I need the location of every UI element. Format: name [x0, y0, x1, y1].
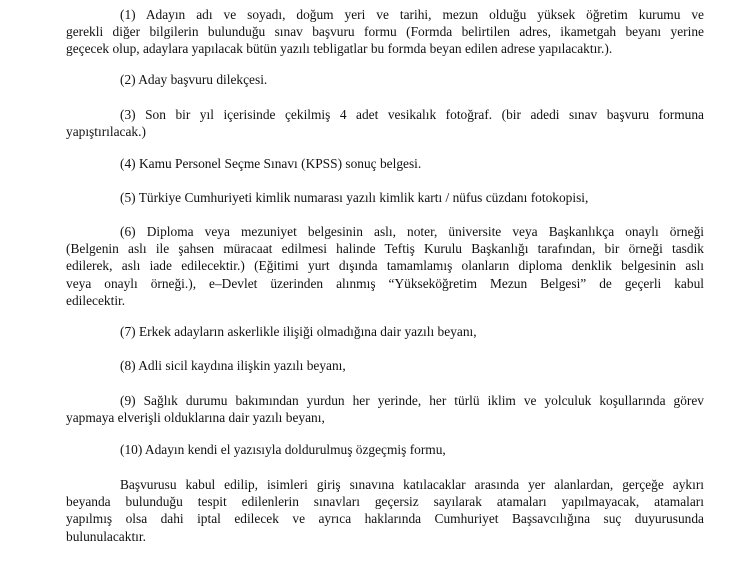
paragraph-line: edilecektir. — [66, 292, 126, 308]
paragraph-line: (2) Aday başvuru dilekçesi. — [120, 72, 268, 87]
paragraph-line: (10) Adayın kendi el yazısıyla doldurulmuş özgeçmiş formu, — [120, 442, 446, 457]
paragraph-line: (6) Diploma veya mezuniyet belgesinin aslı, noter, üniversite veya Başkanlıkça onaylı örneği — [120, 224, 704, 239]
paragraph-line: (1) Adayın adı ve soyadı, doğum yeri ve tarihi, mezun olduğu yüksek öğretim kurumu ve — [120, 7, 704, 22]
paragraph-resume — [120, 441, 446, 458]
paragraph-line: (3) Son bir yıl içerisinde çekilmiş 4 adet vesikalık fotoğraf. (bir adedi sınav başvuru formuna — [120, 107, 704, 122]
paragraph-criminal-record — [120, 357, 346, 374]
paragraph-line: veya onaylı örneği.), e–Devlet üzerinden alınmış “Yükseköğretim Mezun Belgesi” de geçerli kabul — [66, 275, 704, 291]
paragraph-military — [120, 323, 477, 340]
paragraph-photos — [66, 106, 704, 140]
paragraph-line: beyanda bulunduğu tespit edilenlerin sınavları geçersiz sayılarak atamaları yapılmayacak, atamaları — [66, 494, 704, 510]
paragraph-line: bulunulacaktır. — [66, 528, 146, 544]
paragraph-line: (7) Erkek adayların askerlikle ilişiği olmadığına dair yazılı beyanı, — [120, 324, 477, 339]
paragraph-kpss — [120, 155, 421, 172]
paragraph-false-statement — [66, 476, 704, 545]
paragraph-line: geçecek olup, adaylara yapılacak bütün yazılı tebligatlar bu formda beyan edilen adrese yapılacaktır.). — [66, 41, 613, 57]
paragraph-line: yapıştırılacak.) — [66, 124, 146, 140]
paragraph-line: yapılmış olsa dahi iptal edilecek ve ayrıca haklarında Cumhuriyet Başsavcılığına suç duyurusunda — [66, 511, 704, 527]
paragraph-line: (Belgenin aslı ile şahsen müracaat edilmesi halinde Teftiş Kurulu Başkanlığı tarafından, bir örneği tasdik — [66, 241, 704, 257]
paragraph-line: (9) Sağlık durumu bakımından yurdun her yerinde, her türlü iklim ve yolculuk koşullarında görev — [120, 393, 704, 408]
paragraph-petition — [120, 71, 267, 88]
paragraph-application-form — [66, 6, 704, 58]
paragraph-line: (8) Adli sicil kaydına ilişkin yazılı beyanı, — [120, 358, 346, 373]
paragraph-id-card — [120, 189, 588, 206]
paragraph-line: (4) Kamu Personel Seçme Sınavı (KPSS) sonuç belgesi. — [120, 156, 422, 171]
paragraph-line: Başvurusu kabul edilip, isimleri giriş sınavına katılacaklar arasında yer alanlardan, gerçeğe aykırı — [120, 477, 704, 492]
paragraph-line: edilerek, aslı iade edilecektir.) (Eğitimi yurt dışında tamamlamış olanların diploma denklik belgesinin aslı — [66, 258, 704, 274]
paragraph-line: gerekli diğer bilgilerin bulunduğu sınav başvuru formu (Formda belirtilen adres, ikametgah beyanı yerine — [66, 24, 704, 40]
paragraph-line: yapmaya elverişli olduklarına dair yazılı beyanı, — [66, 410, 325, 426]
paragraph-line: (5) Türkiye Cumhuriyeti kimlik numarası yazılı kimlik kartı / nüfus cüzdanı fotokopisi, — [120, 190, 589, 205]
paragraph-health — [66, 392, 704, 426]
paragraph-diploma — [66, 223, 704, 309]
